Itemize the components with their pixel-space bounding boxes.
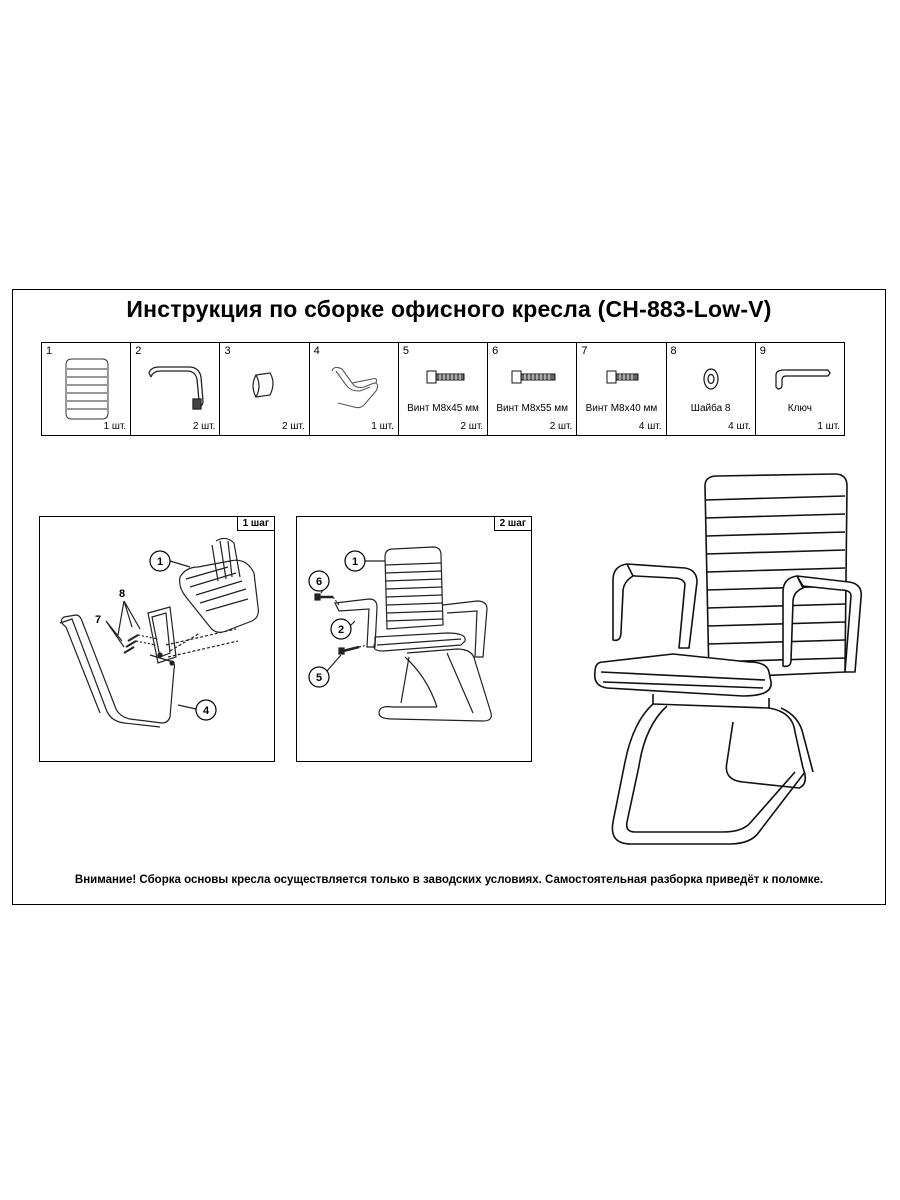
step-2-drawing	[297, 517, 533, 763]
part-cell-8	[667, 343, 756, 435]
step-tag: 2 шаг	[494, 517, 531, 531]
svg-text:8: 8	[118, 588, 126, 600]
step-tag: 1 шаг	[237, 517, 274, 531]
part-quantity: 4 шт.	[638, 421, 662, 432]
step-2-callout-2	[331, 619, 351, 639]
svg-text:6: 6	[315, 576, 323, 588]
warning-note: Внимание! Сборка основы кресла осуществляется только в заводских условиях. Самостоятельная разборка приведёт к поломке.	[74, 874, 824, 886]
step-1-callout-8	[119, 588, 125, 600]
svg-text:1: 1	[156, 556, 164, 568]
part-number: 5	[402, 345, 409, 357]
step-1-callout-7	[95, 614, 101, 626]
part-number: 9	[759, 345, 766, 357]
part-number: 4	[313, 345, 320, 357]
part-label: Шайба 8	[690, 403, 731, 414]
part-number: 3	[224, 345, 231, 357]
part-cell-9	[756, 343, 844, 435]
part-label: Винт M8x45 мм	[407, 403, 479, 414]
step-1-drawing	[40, 517, 276, 763]
part-cell-3	[220, 343, 309, 435]
part-number: 6	[492, 345, 499, 357]
svg-text:1: 1	[351, 556, 359, 568]
page-title: Инструкция по сборке офисного кресла (CH-883-Low-V)	[126, 296, 772, 322]
part-cell-6	[488, 343, 577, 435]
svg-text:4: 4	[202, 705, 210, 717]
part-quantity: 2 шт.	[282, 421, 305, 432]
part-quantity: 2 шт.	[460, 421, 484, 432]
part-quantity: 2 шт.	[549, 421, 573, 432]
part-number: 7	[581, 345, 588, 357]
part-label: Винт M8x55 мм	[496, 403, 569, 414]
step-2-callout-1	[345, 551, 365, 571]
part-number: 2	[135, 345, 142, 357]
step-1-panel	[39, 516, 275, 762]
part-number: 1	[46, 345, 53, 357]
part-cell-5	[399, 343, 488, 435]
part-number: 8	[670, 345, 677, 357]
svg-text:5: 5	[315, 672, 323, 684]
parts-table	[41, 342, 845, 436]
part-cell-4	[310, 343, 399, 435]
part-quantity: 1 шт.	[817, 421, 840, 432]
part-label: Винт M8x40 мм	[585, 403, 658, 414]
instruction-sheet	[12, 289, 886, 905]
step-1-callout-1	[150, 551, 170, 571]
svg-text:2: 2	[337, 624, 345, 636]
svg-text:7: 7	[94, 614, 102, 626]
part-label: Ключ	[787, 403, 812, 414]
part-quantity: 1 шт.	[371, 421, 394, 432]
step-2-callout-6	[309, 571, 329, 591]
step-2-panel	[296, 516, 532, 762]
assembled-chair-drawing	[573, 472, 873, 862]
part-quantity: 2 шт.	[192, 421, 216, 432]
part-quantity: 1 шт.	[103, 421, 127, 432]
part-cell-1	[42, 343, 131, 435]
part-cell-2	[131, 343, 220, 435]
part-cell-7	[577, 343, 666, 435]
step-2-callout-5	[309, 667, 329, 687]
step-1-callout-4	[196, 700, 216, 720]
part-quantity: 4 шт.	[728, 421, 751, 432]
